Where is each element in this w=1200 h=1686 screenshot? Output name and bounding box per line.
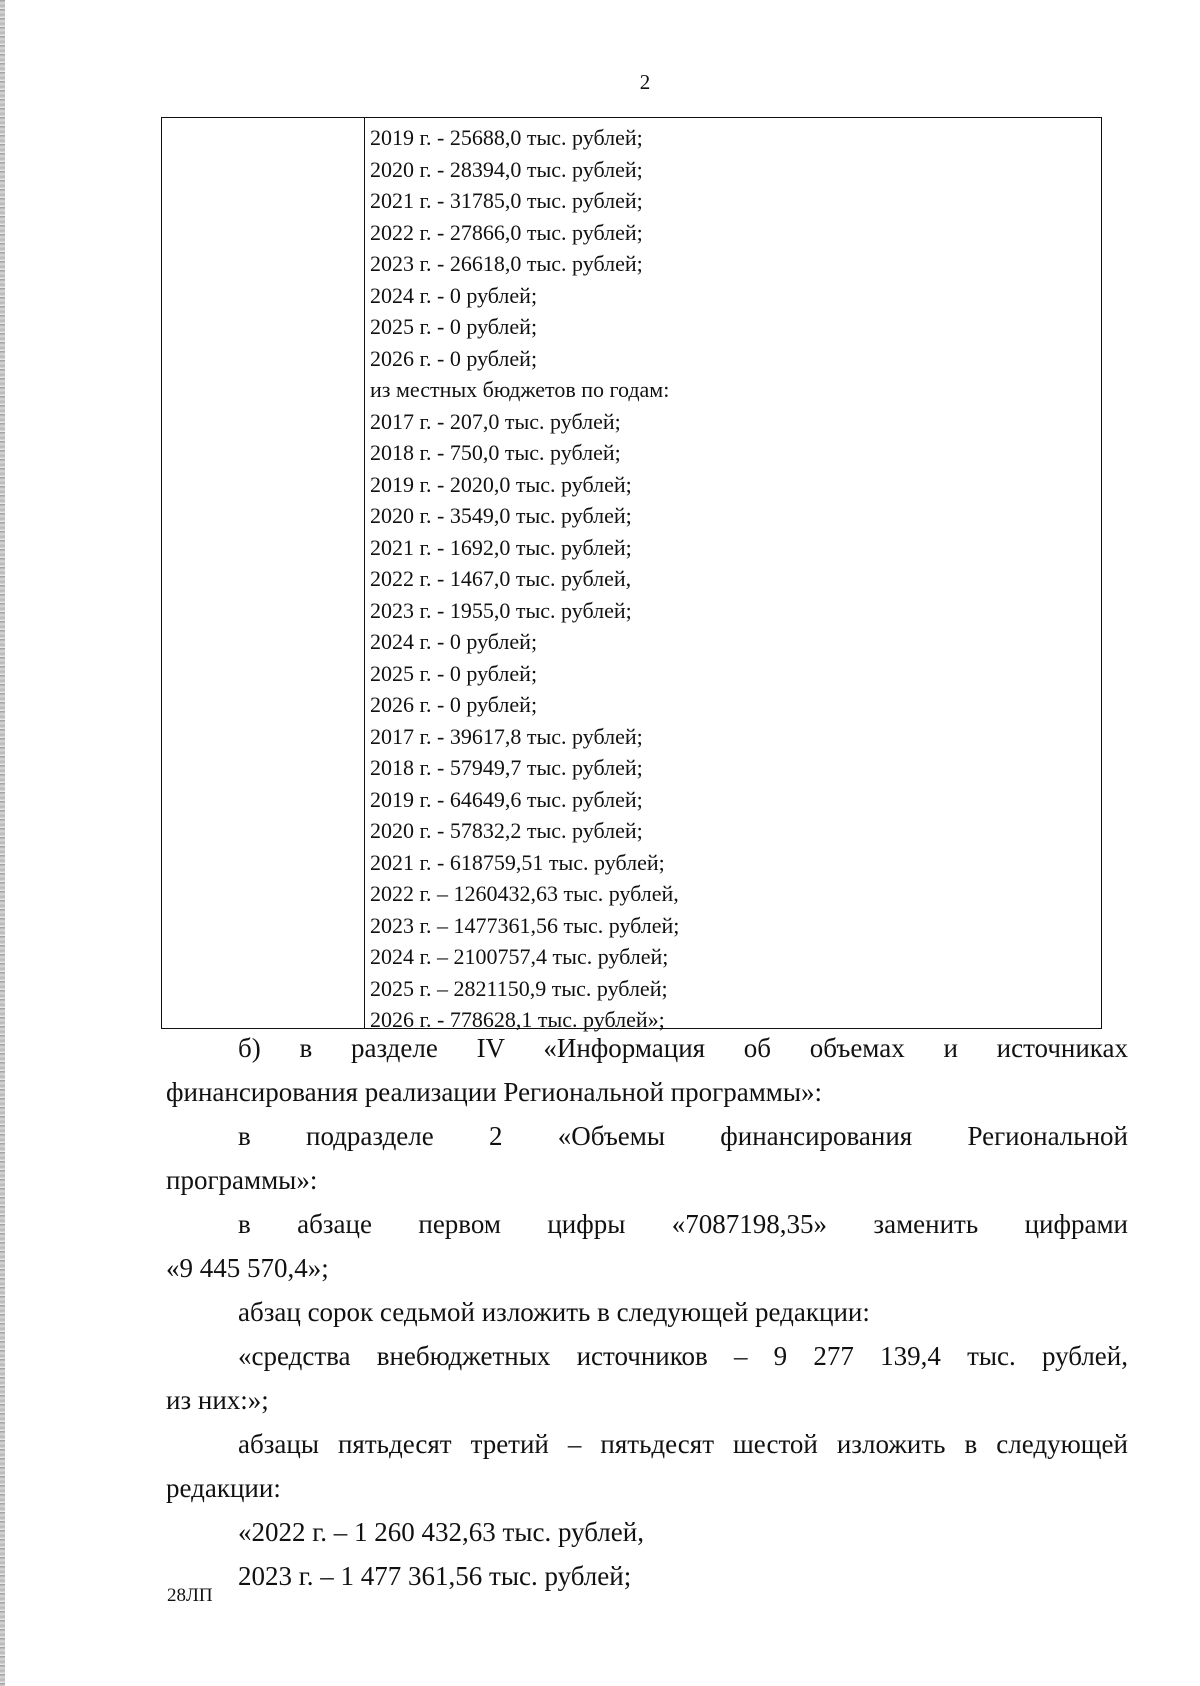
table-column-divider [364,118,365,1028]
table-row: 2019 г. - 64649,6 тыс. рублей; [370,786,643,812]
table-row: 2023 г. - 26618,0 тыс. рублей; [370,251,643,276]
table-row: 2023 г. – 1477361,56 тыс. рублей; [370,912,680,938]
table-row: 2025 г. – 2821150,9 тыс. рублей; [370,975,668,1001]
table-row: 2019 г. - 2020,0 тыс. рублей; [370,471,632,497]
table-row: 2018 г. - 57949,7 тыс. рублей; [370,755,643,780]
paragraph-first-abzac-line2: «9 445 570,4»; [166,1253,329,1283]
page-number: 2 [639,70,651,94]
paragraph-abzac-47: абзац сорок седьмой изложить в следующей редакции: [238,1297,870,1327]
paragraph-first-abzac-line1: в абзаце первом цифры «7087198,35» заменить цифрами [238,1209,1128,1239]
table-row: 2026 г. - 778628,1 тыс. рублей»; [370,1007,665,1032]
table-row: 2020 г. - 57832,2 тыс. рублей; [370,818,643,843]
document-body [166,1026,1128,1598]
table-row: 2020 г. - 28394,0 тыс. рублей; [370,156,643,182]
paragraph-offbudget-line1: «средства внебюджетных источников – 9 277 139,4 тыс. рублей, [238,1341,1128,1371]
table-row: 2025 г. - 0 рублей; [370,660,538,686]
table-row: 2021 г. - 31785,0 тыс. рублей; [370,188,643,213]
paragraph-subsection-2-line1: в подразделе 2 «Объемы финансирования Региональной [238,1121,1128,1151]
paragraph-abzac-53-56-line2: редакции: [166,1473,281,1503]
paragraph-2022-amount: «2022 г. – 1 260 432,63 тыс. рублей, [238,1517,644,1547]
paragraph-section-iv-line2: финансирования реализации Региональной программы»: [166,1077,823,1107]
table-row: 2022 г. - 1467,0 тыс. рублей, [370,566,632,591]
footer-code: 28ЛП [167,1585,213,1606]
table-row: 2022 г. - 27866,0 тыс. рублей; [370,219,643,245]
table-row: 2025 г. - 0 рублей; [370,314,538,339]
table-row: 2021 г. - 618759,51 тыс. рублей; [370,849,665,875]
table-row: 2024 г. – 2100757,4 тыс. рублей; [370,944,669,969]
paragraph-section-iv-line1: б) в разделе IV «Информация об объемах и источниках [238,1033,1128,1063]
table-row: 2023 г. - 1955,0 тыс. рублей; [370,597,632,623]
table-row: 2017 г. - 207,0 тыс. рублей; [370,408,621,434]
table-row: 2021 г. - 1692,0 тыс. рублей; [370,534,632,560]
scan-edge [0,0,5,1686]
paragraph-offbudget-line2: из них:»; [166,1385,269,1415]
table-row: 2024 г. - 0 рублей; [370,629,538,654]
table-row: 2026 г. - 0 рублей; [370,692,538,717]
financing-table [161,117,1102,1032]
table-row: 2026 г. - 0 рублей; [370,345,538,371]
table-row: 2022 г. – 1260432,63 тыс. рублей, [370,881,679,906]
table-row: 2018 г. - 750,0 тыс. рублей; [370,440,621,465]
paragraph-abzac-53-56-line1: абзацы пятьдесят третий – пятьдесят шестой изложить в следующей [238,1429,1128,1459]
table-row: из местных бюджетов по годам: [370,377,670,402]
paragraph-subsection-2-line2: программы»: [166,1165,318,1195]
paragraph-2023-amount: 2023 г. – 1 477 361,56 тыс. рублей; [238,1561,632,1591]
table-right-cell [370,122,1097,1036]
table-row: 2019 г. - 25688,0 тыс. рублей; [370,125,643,150]
table-row: 2017 г. - 39617,8 тыс. рублей; [370,723,643,749]
table-row: 2024 г. - 0 рублей; [370,282,538,308]
table-row: 2020 г. - 3549,0 тыс. рублей; [370,503,632,528]
